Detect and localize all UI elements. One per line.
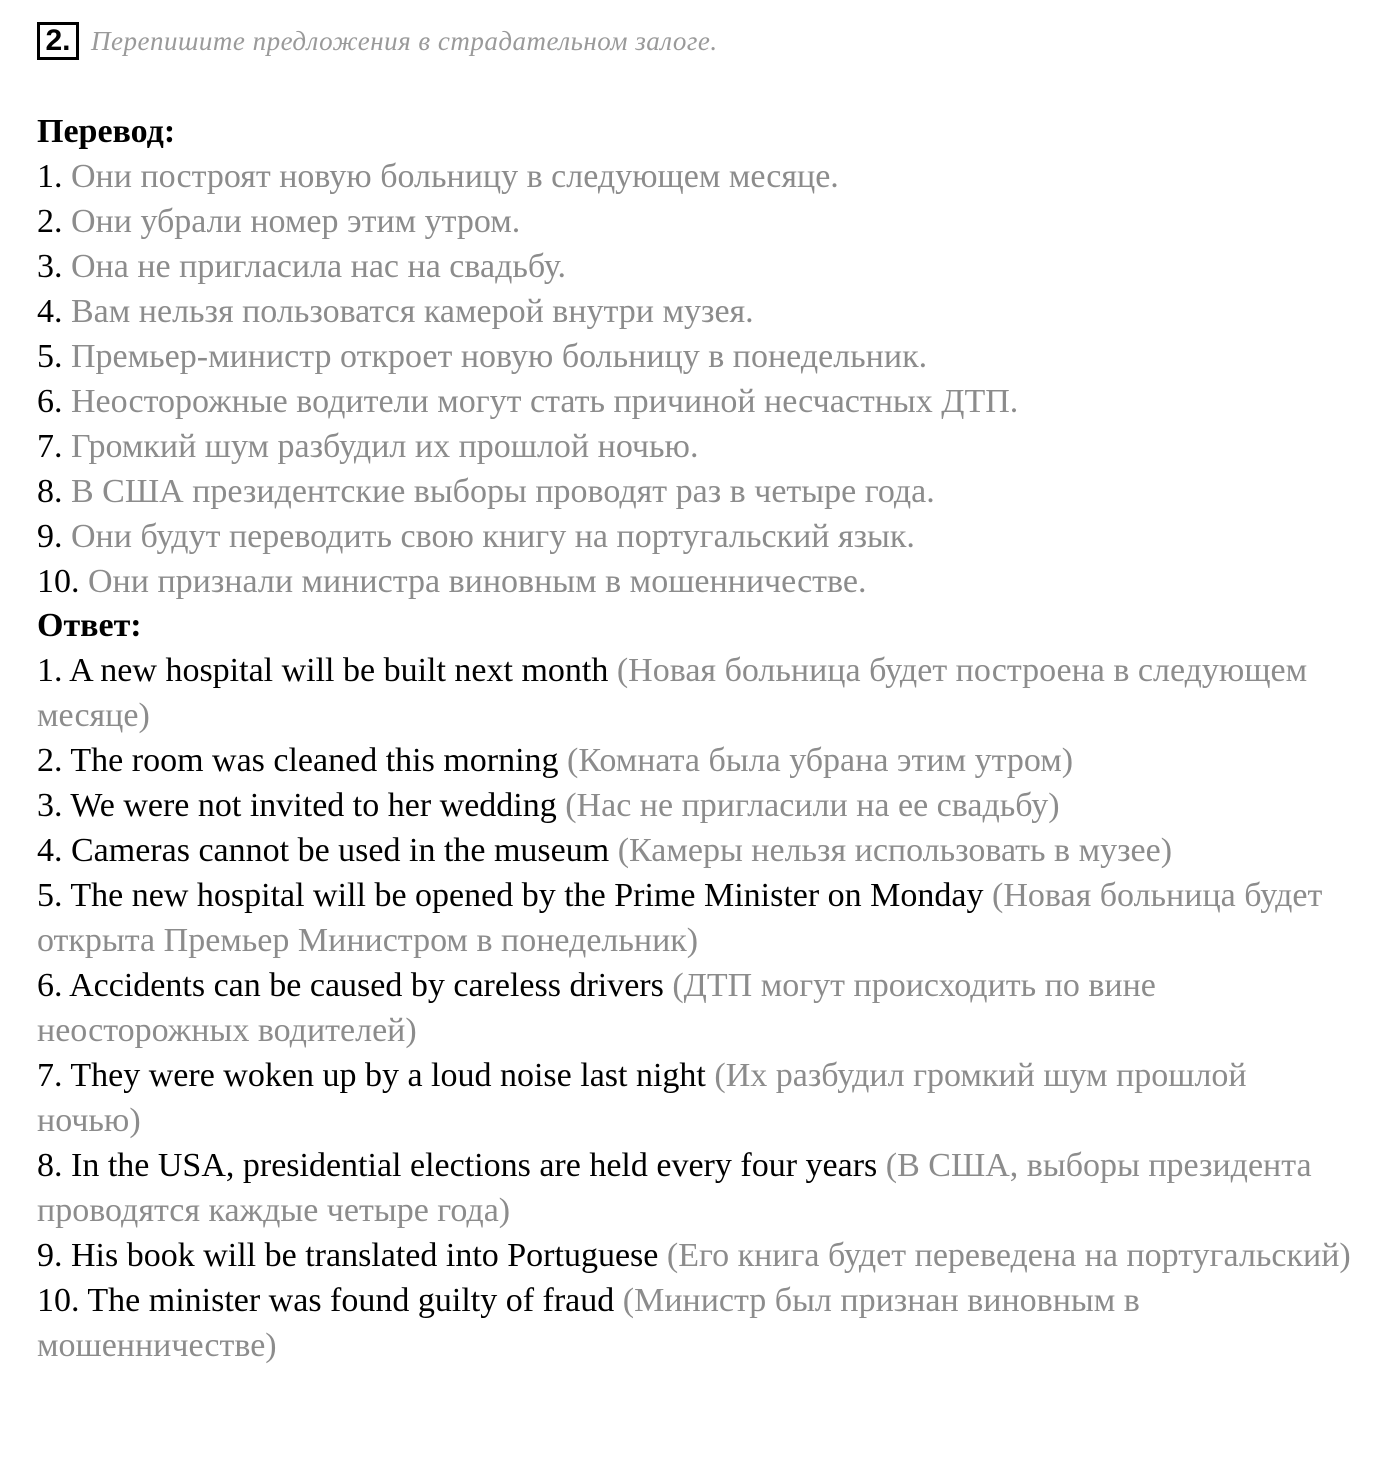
answer-title: Ответ: [37,607,142,644]
translation-item: 10. Они признали министра виновным в мошенничестве. [37,563,867,600]
answer-item: 7. They were woken up by a loud noise last night (Их разбудил громкий шум прошлой ночью) [37,1057,1247,1139]
answer-list [37,648,1357,1368]
answer-item: 8. In the USA, presidential elections are held every four years (В США, выборы президента проводятся каждые четыре года) [37,1147,1312,1229]
translation-item: 1. Они построят новую больницу в следующем месяце. [37,158,839,195]
answer-item: 9. His book will be translated into Portuguese (Его книга будет переведена на португальский) [37,1237,1351,1274]
answer-item: 5. The new hospital will be opened by the Prime Minister on Monday (Новая больница будет открыта Премьер Министром в понедельник) [37,877,1323,959]
task-instruction: Перепишите предложения в страдательном залоге. [91,25,718,56]
translation-item: 3. Она не пригласила нас на свадьбу. [37,248,566,285]
document-page [37,16,1357,1368]
answer-item: 6. Accidents can be caused by careless drivers (ДТП могут происходить по вине неосторожных водителей) [37,967,1156,1049]
answer-item: 10. The minister was found guilty of fraud (Министр был признан виновным в мошенничестве) [37,1282,1140,1364]
translation-item: 4. Вам нельзя пользоватся камерой внутри музея. [37,293,754,330]
answer-item: 1. A new hospital will be built next month (Новая больница будет построена в следующем месяце) [37,652,1308,734]
translation-item: 5. Премьер-министр откроет новую больницу в понедельник. [37,338,928,375]
translation-item: 8. В США президентские выборы проводят раз в четыре года. [37,473,935,510]
task-header [37,16,1357,66]
answer-item: 2. The room was cleaned this morning (Комната была убрана этим утром) [37,742,1074,779]
answer-item: 4. Cameras cannot be used in the museum (Камеры нельзя использовать в музее) [37,832,1173,869]
translation-item: 2. Они убрали номер этим утром. [37,203,521,240]
translation-item: 6. Неосторожные водители могут стать причиной несчастных ДТП. [37,383,1019,420]
task-number-box: 2. [37,22,79,60]
translation-item: 9. Они будут переводить свою книгу на португальский язык. [37,518,915,555]
translation-item: 7. Громкий шум разбудил их прошлой ночью. [37,428,699,465]
answer-item: 3. We were not invited to her wedding (Нас не пригласили на ее свадьбу) [37,787,1060,824]
translation-list [37,154,1357,604]
translation-title: Перевод: [37,113,176,150]
